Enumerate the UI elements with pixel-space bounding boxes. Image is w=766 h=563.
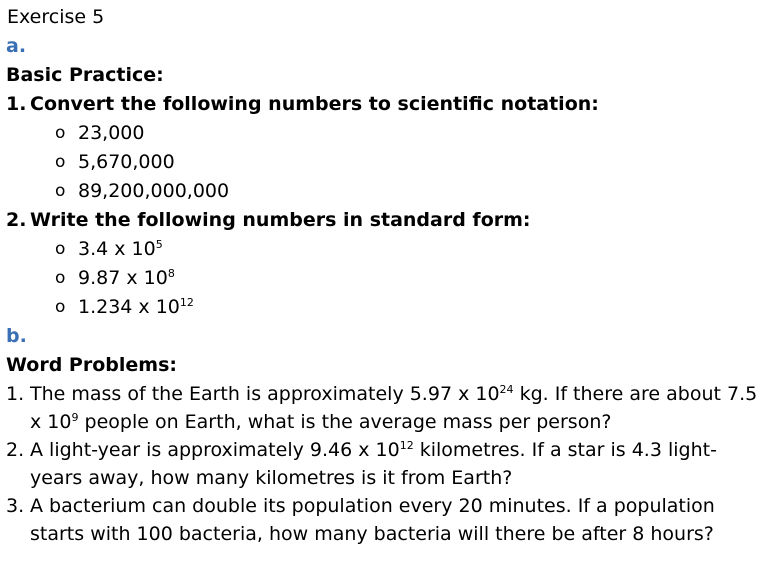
bullet-icon: o [55,181,66,201]
list-item [55,293,766,322]
list-item-base: 9.87 x 10 [78,267,168,289]
section-a-heading: Basic Practice: [6,64,164,86]
bullet-icon: o [55,297,66,317]
problem-exponent: 24 [499,383,514,396]
problem-exponent: 9 [71,411,79,424]
problem-text: A light-year is approximately 9.46 x 10 [30,439,400,461]
problem-text: The mass of the Earth is approximately 5.97 x 10 [30,383,500,405]
question-2 [6,206,766,322]
problem-number: 2. [6,439,25,461]
problem-text: A bacterium can double its population every 20 minutes. If a population starts with 100 bacteria, how many bacteria will there be after 8 hours? [30,495,715,545]
list-item-exponent: 12 [179,296,194,309]
list-item [55,119,766,148]
list-item [55,264,766,293]
question-1 [6,90,766,206]
bullet-icon: o [55,239,66,259]
bullet-icon: o [55,123,66,143]
bullet-icon: o [55,152,66,172]
question-number: 2. [6,209,27,231]
list-item [55,235,766,264]
sub-list [30,119,766,206]
section-b-heading: Word Problems: [6,354,177,376]
section-a-letter: a. [6,35,27,57]
problem-exponent: 12 [399,439,414,452]
list-item-exponent: 5 [155,238,163,251]
list-item [55,177,766,206]
word-problems-list [6,380,766,548]
question-text: Write the following numbers in standard form: [30,209,531,231]
problem-text: kg. If there are about 7.5 x 10 [30,383,758,433]
problem-number: 1. [6,383,25,405]
list-item-base: 3.4 x 10 [78,238,156,260]
list-item-base: 1.234 x 10 [78,296,180,318]
exercise-title: Exercise 5 [7,6,105,28]
list-item-text: 89,200,000,000 [78,180,230,202]
problem-text: kilometres. If a star is 4.3 light-years away, how many kilometres is it from Earth? [30,439,717,489]
word-problem-2 [6,436,766,492]
word-problem-3 [6,492,766,548]
sub-list [30,235,766,322]
list-item-exponent: 8 [167,267,175,280]
word-problem-1 [6,380,766,436]
list-item-text: 23,000 [78,122,145,144]
basic-practice-list [6,90,766,322]
question-text: Convert the following numbers to scientific notation: [30,93,599,115]
list-item-text: 5,670,000 [78,151,175,173]
list-item [55,148,766,177]
question-number: 1. [6,93,27,115]
bullet-icon: o [55,268,66,288]
problem-text: people on Earth, what is the average mass per person? [78,411,612,433]
problem-number: 3. [6,495,25,517]
section-b-letter: b. [6,325,27,347]
